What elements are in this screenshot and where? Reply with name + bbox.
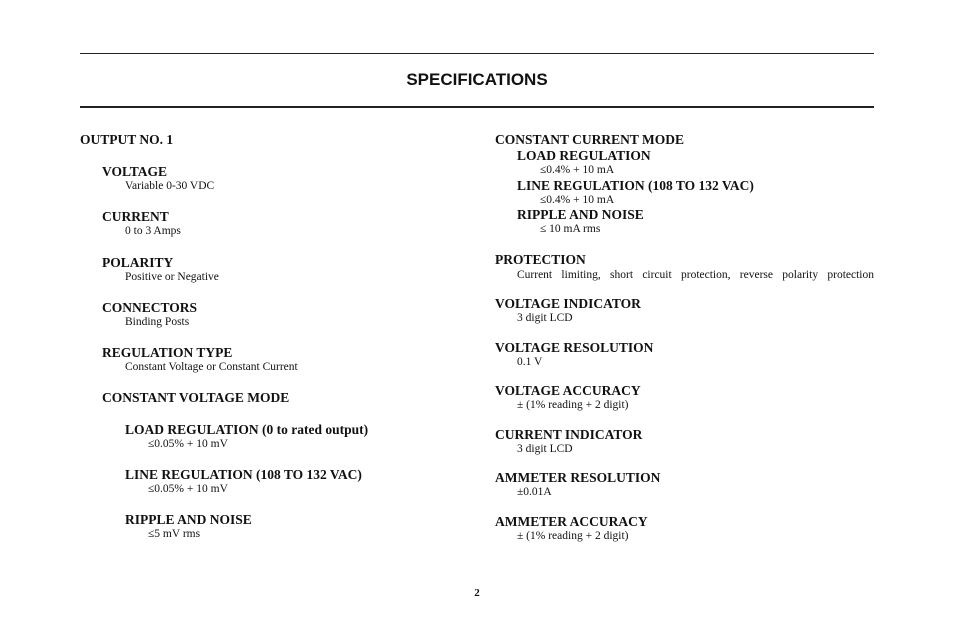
cc-load-regulation-value: ≤0.4% + 10 mA xyxy=(540,164,615,176)
ammeter-resolution-label: AMMETER RESOLUTION xyxy=(495,470,661,485)
voltage-label: VOLTAGE xyxy=(102,164,168,179)
current-label: CURRENT xyxy=(102,209,169,224)
ammeter-resolution-value: ±0.01A xyxy=(517,486,552,498)
voltage-resolution-value: 0.1 V xyxy=(517,356,543,368)
connectors-label: CONNECTORS xyxy=(102,300,198,315)
regulation-type-value: Constant Voltage or Constant Current xyxy=(125,361,298,373)
cc-line-regulation-label: LINE REGULATION (108 TO 132 VAC) xyxy=(517,178,754,193)
connectors-value: Binding Posts xyxy=(125,316,190,328)
title-divider xyxy=(80,106,874,108)
ammeter-accuracy-label: AMMETER ACCURACY xyxy=(495,514,648,529)
cc-ripple-noise-value: ≤ 10 mA rms xyxy=(540,223,601,235)
cv-line-regulation-value: ≤0.05% + 10 mV xyxy=(148,483,228,495)
voltage-accuracy-label: VOLTAGE ACCURACY xyxy=(495,383,641,398)
ammeter-accuracy-value: ± (1% reading + 2 digit) xyxy=(517,530,629,542)
cv-load-regulation-value: ≤0.05% + 10 mV xyxy=(148,438,228,450)
protection-label: PROTECTION xyxy=(495,252,586,267)
protection-value: Current limiting, short circuit protection, reverse polarity protection xyxy=(517,269,874,281)
cv-line-regulation-label: LINE REGULATION (108 TO 132 VAC) xyxy=(125,467,362,482)
output-heading: OUTPUT NO. 1 xyxy=(80,132,174,147)
voltage-resolution-label: VOLTAGE RESOLUTION xyxy=(495,340,654,355)
regulation-type-label: REGULATION TYPE xyxy=(102,345,233,360)
cc-line-regulation-value: ≤0.4% + 10 mA xyxy=(540,194,615,206)
current-indicator-label: CURRENT INDICATOR xyxy=(495,427,643,442)
cv-load-regulation-label: LOAD REGULATION (0 to rated output) xyxy=(125,422,369,437)
voltage-indicator-label: VOLTAGE INDICATOR xyxy=(495,296,641,311)
page-title: SPECIFICATIONS xyxy=(406,70,548,89)
polarity-value: Positive or Negative xyxy=(125,271,219,283)
page-number: 2 xyxy=(474,587,480,599)
top-divider xyxy=(80,53,874,54)
current-value: 0 to 3 Amps xyxy=(125,225,181,237)
cc-mode-label: CONSTANT CURRENT MODE xyxy=(495,132,685,147)
cv-mode-label: CONSTANT VOLTAGE MODE xyxy=(102,390,290,405)
current-indicator-value: 3 digit LCD xyxy=(517,443,573,455)
cv-ripple-noise-value: ≤5 mV rms xyxy=(148,528,201,540)
polarity-label: POLARITY xyxy=(102,255,174,270)
cv-ripple-noise-label: RIPPLE AND NOISE xyxy=(125,512,252,527)
voltage-value: Variable 0-30 VDC xyxy=(125,180,215,192)
cc-ripple-noise-label: RIPPLE AND NOISE xyxy=(517,207,644,222)
voltage-indicator-value: 3 digit LCD xyxy=(517,312,573,324)
cc-load-regulation-label: LOAD REGULATION xyxy=(517,148,651,163)
voltage-accuracy-value: ± (1% reading + 2 digit) xyxy=(517,399,629,411)
